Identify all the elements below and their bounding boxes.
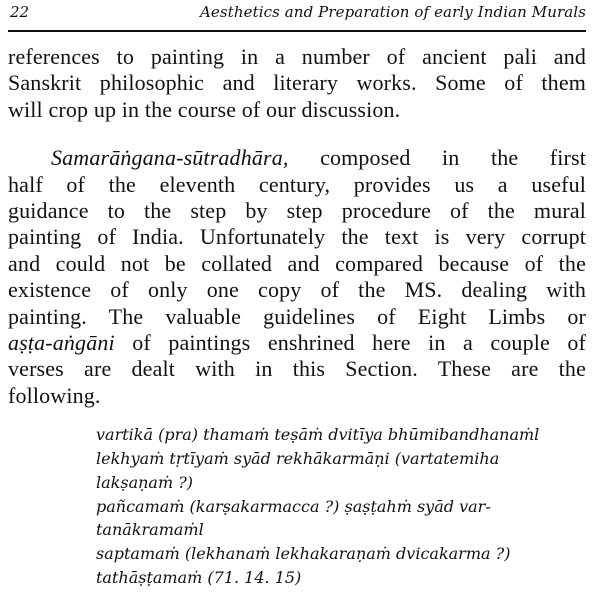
running-head [8, 0, 586, 32]
treatise-title: Samarāṅgana-sūtradhāra, [51, 145, 289, 171]
running-title: Aesthetics and Preparation of early Indian Murals [200, 3, 586, 21]
text-line: painting of India. Unfortunately the text is very corrupt [8, 224, 586, 250]
text-fragment: composed in the first [288, 145, 586, 171]
text-line: following. [8, 382, 101, 408]
verse-line: pañcamaṁ (karṣakarmacca ?) ṣaṣṭahṁ syād var- [96, 496, 491, 516]
page-number: 22 [10, 3, 30, 21]
verse-line: saptamaṁ (lekhanaṁ lekhakaraṇaṁ dvicakarma ?) [96, 544, 511, 564]
sanskrit-verse [96, 423, 586, 590]
verse-line: lekhyaṁ tṛtīyaṁ syād rekhākarmāṇi (vartatemiha [96, 449, 500, 469]
verse-line: tathāṣṭamaṁ (71. 14. 15) [96, 568, 302, 588]
text-line: half of the eleventh century, provides us a useful [8, 171, 586, 197]
paragraph-samarangana [8, 145, 586, 409]
sanskrit-term: aṣṭa-aṅgāni [8, 330, 115, 356]
text-line: guidance to the step by step procedure of the mural [8, 198, 586, 224]
verse-line: tanākramaṁl [96, 520, 204, 540]
text-line: will crop up in the course of our discussion. [8, 96, 401, 122]
text-fragment: of paintings enshrined here in a couple of [114, 330, 586, 356]
text-line: painting. The valuable guidelines of Eight Limbs or [8, 303, 586, 329]
text-line: verses are dealt with in this Section. These are the [8, 356, 586, 382]
verse-line: lakṣaṇaṁ ?) [96, 472, 194, 492]
verse-line: vartikā (pra) thamaṁ teṣāṁ dvitīya bhūmibandhanaṁl [96, 425, 540, 445]
text-line: and could not be collated and compared because of the [8, 250, 586, 276]
paragraph-continuation [8, 44, 586, 123]
text-line: existence of only one copy of the MS. dealing with [8, 277, 586, 303]
text-line [8, 330, 586, 356]
text-line: Sanskrit philosophic and literary works. Some of them [8, 70, 586, 96]
text-line: references to painting in a number of ancient pali and [8, 44, 586, 69]
text-line [8, 145, 586, 171]
